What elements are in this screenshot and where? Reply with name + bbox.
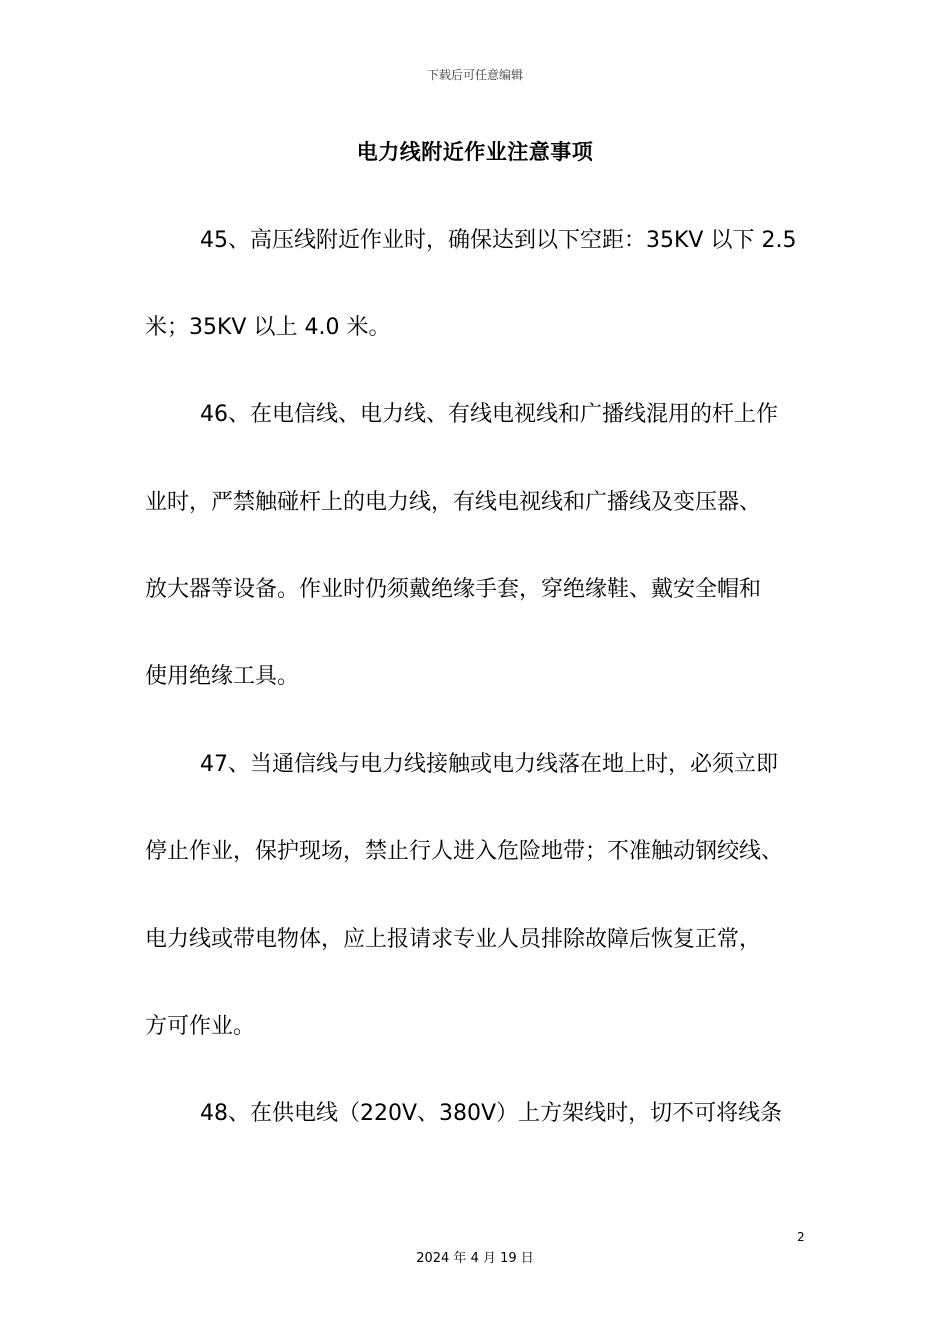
paragraph-47-line-4: 方可作业。 <box>145 1014 256 1039</box>
paragraph-46-line-3: 放大器等设备。作业时仍须戴绝缘手套，穿绝缘鞋、戴安全帽和 <box>145 577 762 602</box>
paragraph-46-line-2: 业时，严禁触碰杆上的电力线，有线电视线和广播线及变压器、 <box>145 490 762 515</box>
paragraph-47-line-1: 47、当通信线与电力线接触或电力线落在地上时，必须立即 <box>200 752 778 777</box>
document-title: 电力线附近作业注意事项 <box>356 140 594 164</box>
footer-date: 2024 年 4 月 19 日 <box>416 1251 534 1266</box>
paragraph-46-line-1: 46、在电信线、电力线、有线电视线和广播线混用的杆上作 <box>200 402 778 427</box>
paragraph-45-line-2: 米；35KV 以上 4.0 米。 <box>145 315 391 340</box>
paragraph-47-line-2: 停止作业，保护现场，禁止行人进入危险地带；不准触动钢绞线、 <box>145 839 784 864</box>
paragraph-46-line-4: 使用绝缘工具。 <box>145 664 300 689</box>
paragraph-47-line-3: 电力线或带电物体，应上报请求专业人员排除故障后恢复正常， <box>145 927 762 952</box>
page-header: 下载后可任意编辑 <box>426 68 523 82</box>
paragraph-48-line-1: 48、在供电线（220V、380V）上方架线时，切不可将线条 <box>200 1101 783 1126</box>
page-number: 2 <box>797 1230 805 1244</box>
paragraph-45-line-1: 45、高压线附近作业时，确保达到以下空距：35KV 以下 2.5 <box>200 228 797 253</box>
